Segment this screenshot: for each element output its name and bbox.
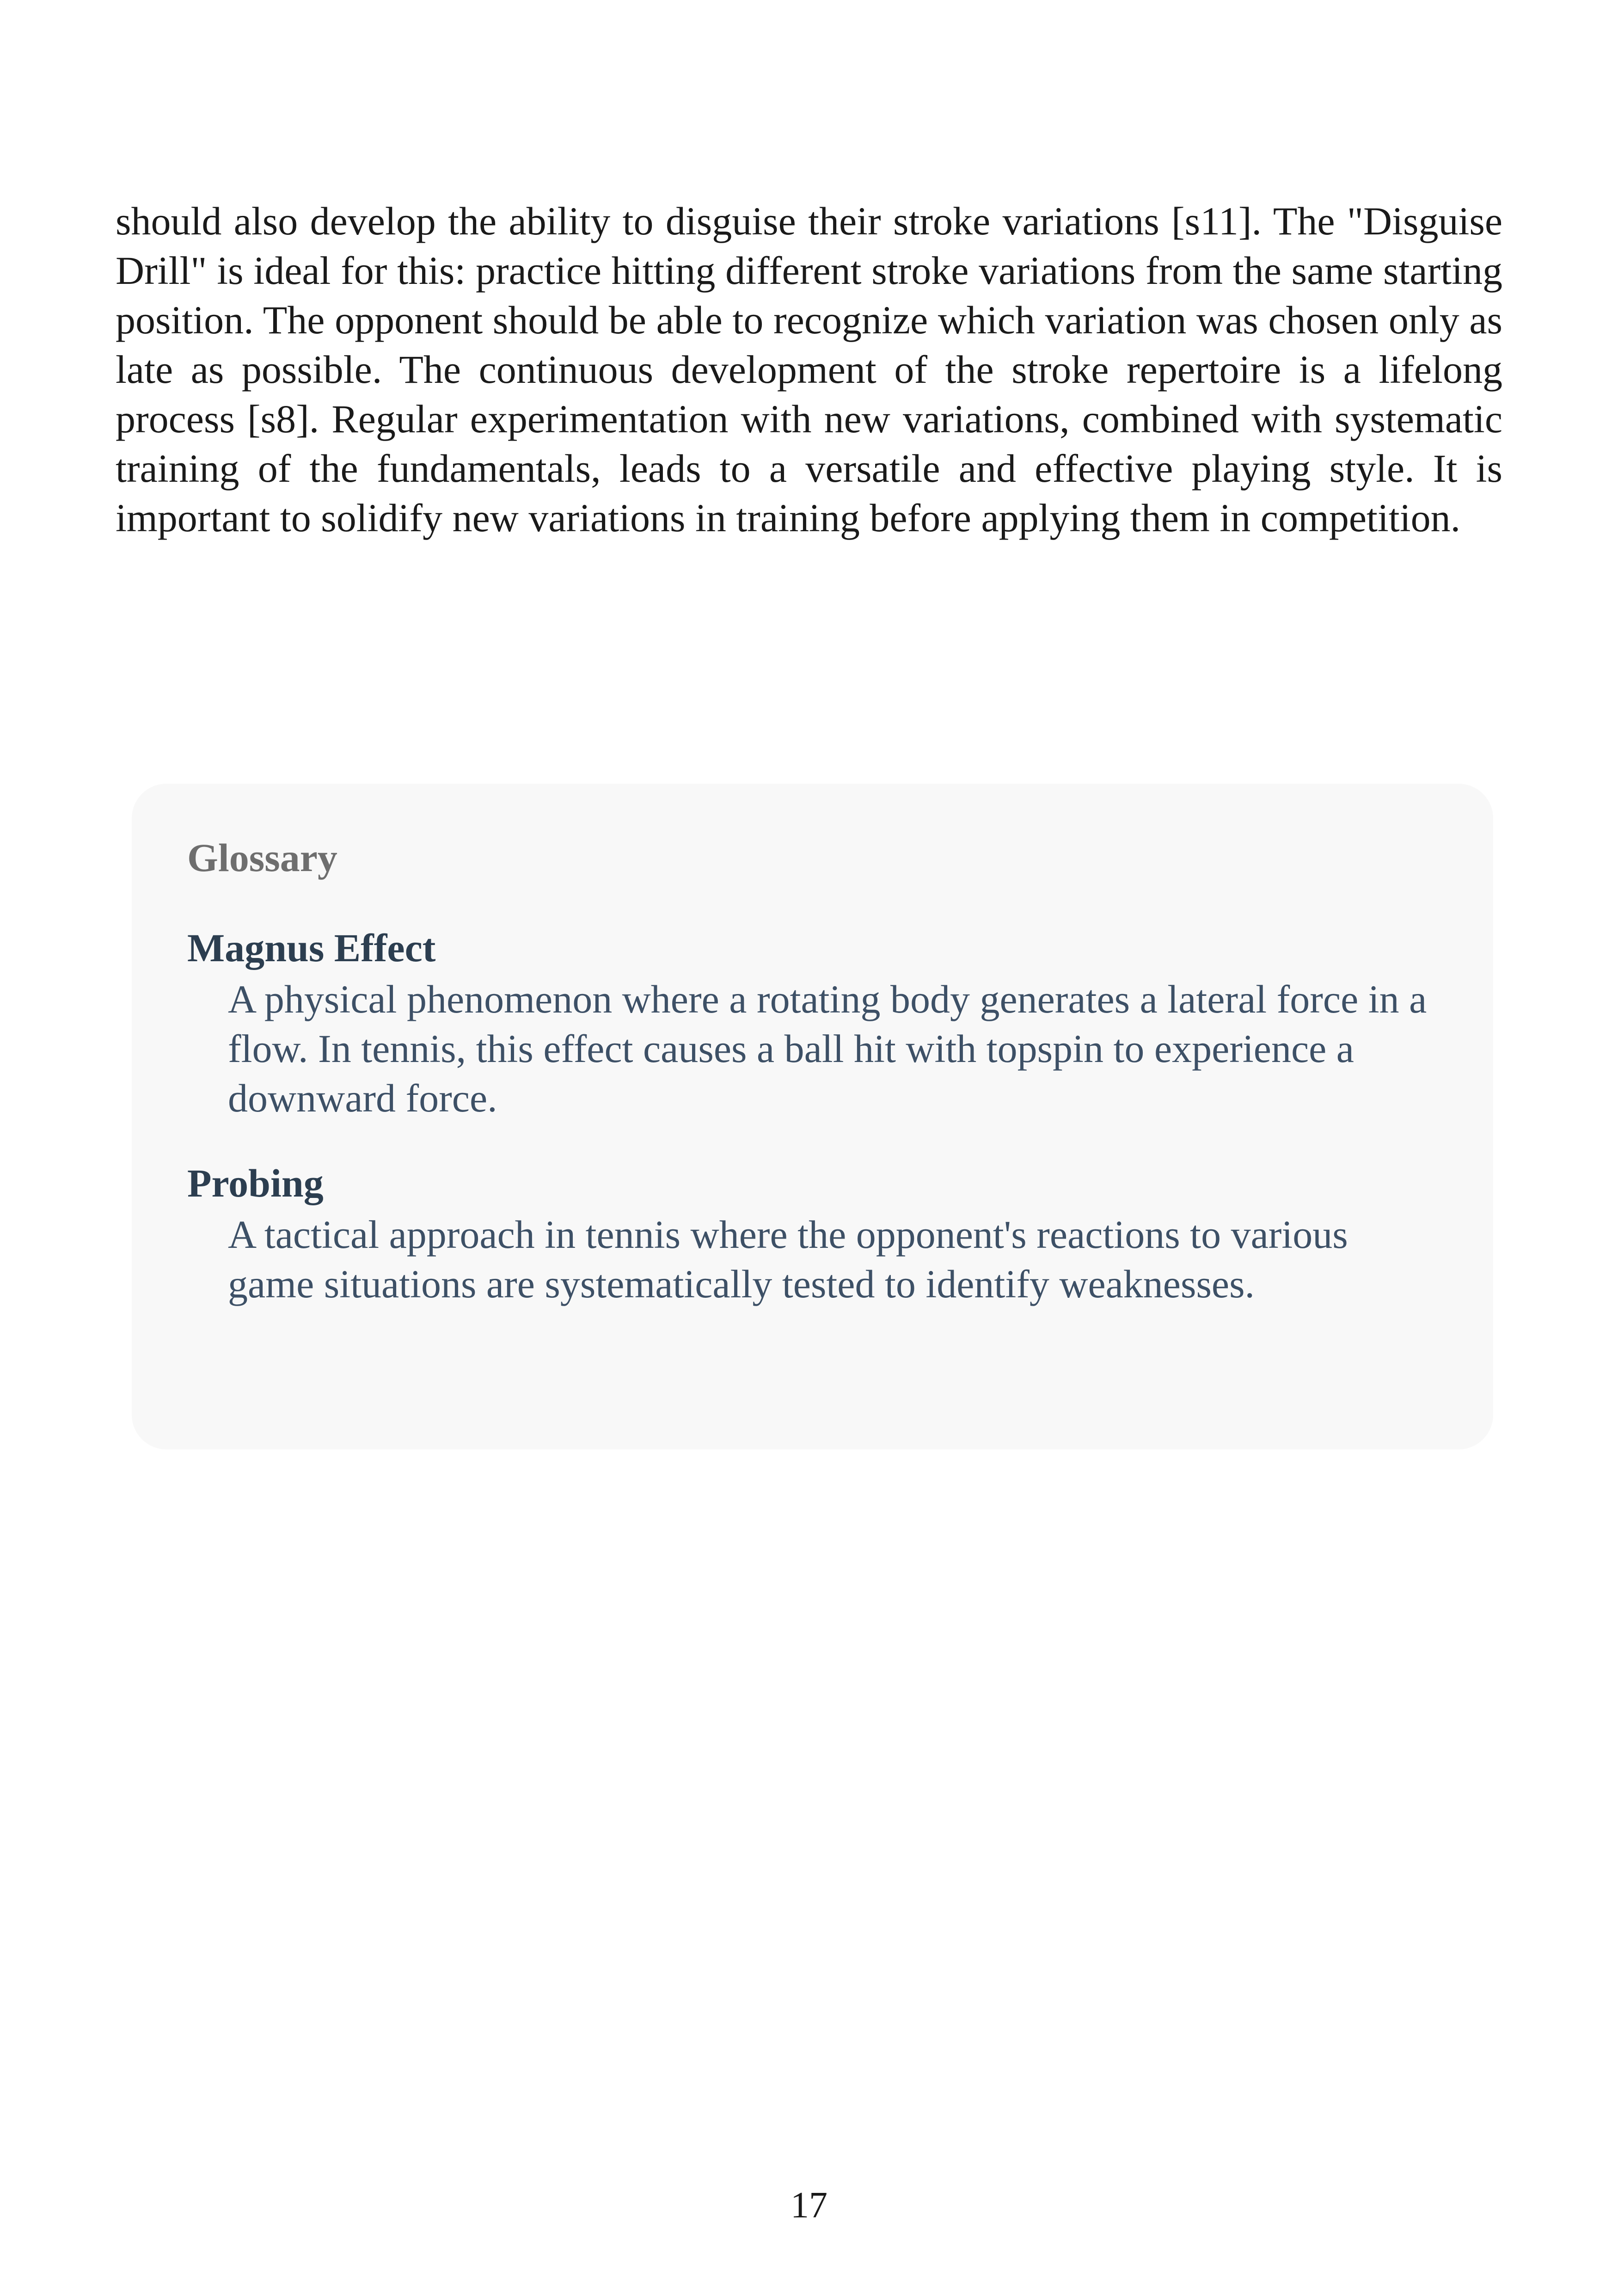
glossary-entry-magnus-effect <box>187 925 1438 1123</box>
glossary-definition: A physical phenomenon where a rotating body generates a lateral force in a flow. In tennis, this effect causes a ball hit with topspin to experience a downward force. <box>228 977 1427 1120</box>
glossary-term: Magnus Effect <box>187 926 436 970</box>
glossary-entry-probing <box>187 1160 1438 1309</box>
page-number: 17 <box>791 2185 827 2226</box>
glossary-definition: A tactical approach in tennis where the opponent's reactions to various game situations are systematically tested to identify weaknesses. <box>228 1212 1348 1306</box>
glossary-term: Probing <box>187 1161 324 1205</box>
glossary-box <box>132 784 1493 1449</box>
glossary-title: Glossary <box>187 835 337 880</box>
body-paragraph: should also develop the ability to disguise their stroke variations [s11]. The "Disguise Drill" is ideal for this: practice hitting different stroke variations from the same starting position. The opponent should be able to recognize which variation was chosen only as late as possible. The continuous development of the stroke repertoire is a lifelong process [s8]. Regular experimentation with new variations, combined with systematic training of the fundamentals, leads to a versatile and effective playing style. It is important to solidify new variations in training before applying them in competition. <box>116 199 1502 540</box>
